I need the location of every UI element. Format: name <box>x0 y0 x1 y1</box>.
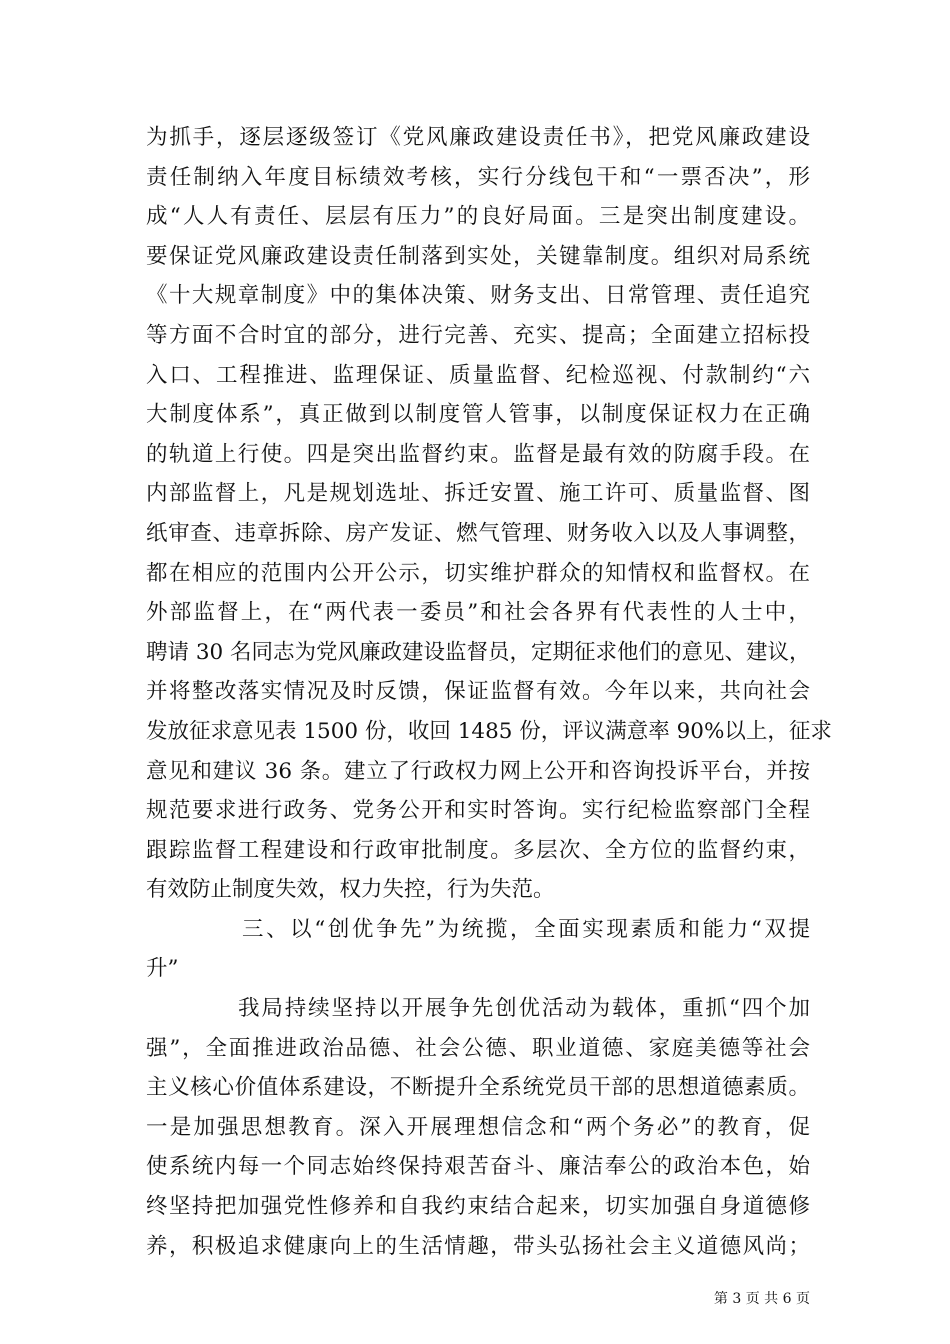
section-heading: 三、以“创优争先”为统揽，全面实现素质和能力“双提 <box>242 916 810 942</box>
text-line: 为抓手，逐层逐级签订《党风廉政建设责任书》，把党风廉政建设 <box>146 125 810 150</box>
text-line: 责任制纳入年度目标绩效考核，实行分线包干和“一票否决”，形 <box>146 164 810 190</box>
text-line: 纸审查、违章拆除、房产发证、燃气管理、财务收入以及人事调整， <box>146 520 810 546</box>
text-line: 规范要求进行政务、党务公开和实时答询。实行纪检监察部门全程 <box>146 798 810 824</box>
text-line: 使系统内每一个同志始终保持艰苦奋斗、廉洁奉公的政治本色，始 <box>146 1154 810 1180</box>
text-line: 一是加强思想教育。深入开展理想信念和“两个务必”的教育，促 <box>146 1114 810 1140</box>
text-line: 成“人人有责任、层层有压力”的良好局面。三是突出制度建设。 <box>146 204 810 230</box>
text-line: 发放征求意见表 1500 份，收回 1485 份，评议满意率 90%以上，征求 <box>146 718 832 744</box>
text-line: 并将整改落实情况及时反馈，保证监督有效。今年以来，共向社会 <box>146 679 810 705</box>
text-line: 主义核心价值体系建设，不断提升全系统党员干部的思想道德素质。 <box>146 1075 810 1101</box>
text-line: 意见和建议 36 条。建立了行政权力网上公开和咨询投诉平台，并按 <box>146 758 810 784</box>
body-text <box>146 118 832 1266</box>
text-line: 外部监督上，在“两代表一委员”和社会各界有代表性的人士中， <box>146 600 810 626</box>
text-line: 的轨道上行使。四是突出监督约束。监督是最有效的防腐手段。在 <box>146 441 810 467</box>
text-line: 都在相应的范围内公开公示，切实维护群众的知情权和监督权。在 <box>146 560 810 586</box>
page-number: 第 3 页 共 6 页 <box>713 1291 810 1307</box>
text-line: 养，积极追求健康向上的生活情趣，带头弘扬社会主义道德风尚； <box>146 1233 810 1259</box>
text-line: 内部监督上，凡是规划选址、拆迁安置、施工许可、质量监督、图 <box>146 481 810 507</box>
text-line: 等方面不合时宜的部分，进行完善、充实、提高；全面建立招标投 <box>146 322 810 348</box>
paragraph-first-line: 我局持续坚持以开展争先创优活动为载体，重抓“四个加 <box>238 996 810 1022</box>
text-line: 终坚持把加强党性修养和自我约束结合起来，切实加强自身道德修 <box>146 1194 810 1220</box>
text-line: 要保证党风廉政建设责任制落到实处，关键靠制度。组织对局系统 <box>146 243 810 269</box>
text-line: 聘请 30 名同志为党风廉政建设监督员，定期征求他们的意见、建议， <box>146 639 811 665</box>
text-line: 有效防止制度失效，权力失控，行为失范。 <box>146 877 555 903</box>
text-line: 《十大规章制度》中的集体决策、财务支出、日常管理、责任追究 <box>146 283 810 309</box>
text-line: 强”，全面推进政治品德、社会公德、职业道德、家庭美德等社会 <box>146 1035 810 1061</box>
text-line: 大制度体系”，真正做到以制度管人管事，以制度保证权力在正确 <box>146 402 810 428</box>
section-heading-continued: 升” <box>146 956 179 982</box>
text-line: 入口、工程推进、监理保证、质量监督、纪检巡视、付款制约“六 <box>146 362 810 388</box>
text-line: 跟踪监督工程建设和行政审批制度。多层次、全方位的监督约束， <box>146 837 810 863</box>
